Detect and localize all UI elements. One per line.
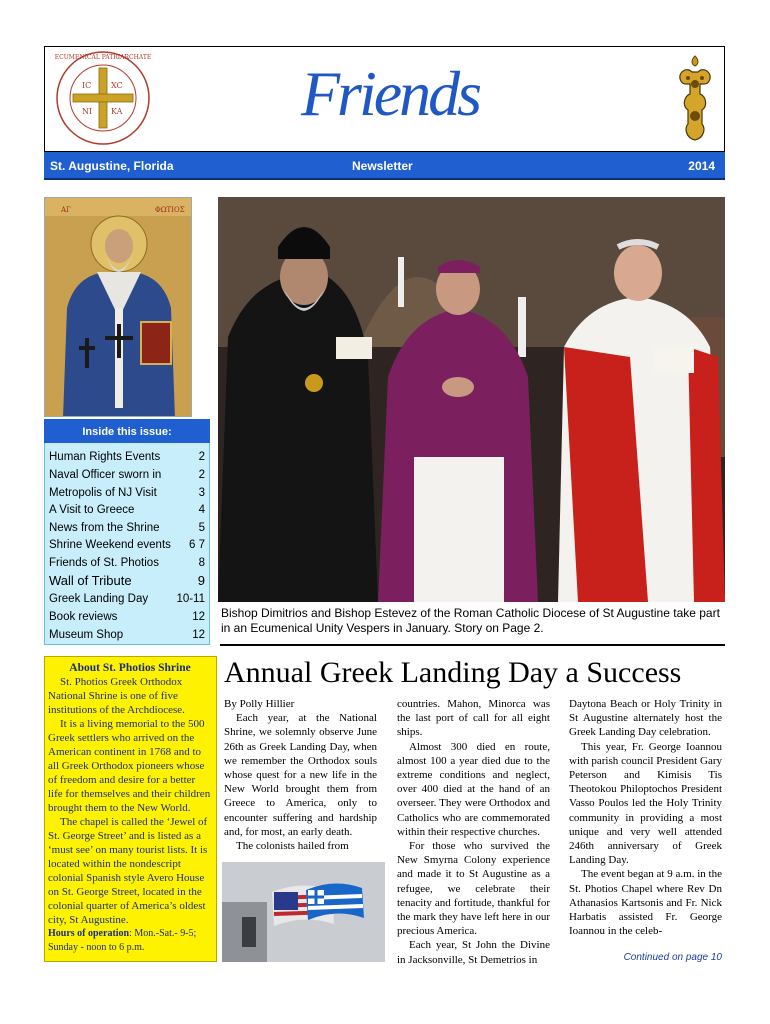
article-column-2 [397, 697, 550, 967]
caption-divider [220, 644, 725, 646]
about-shrine-text [48, 661, 212, 955]
article-column-1 [224, 697, 377, 853]
article-paragraph: The colonists hailed from [236, 840, 349, 853]
toc-item[interactable]: Naval Officer sworn in 2 [49, 469, 205, 481]
article-headline: Annual Greek Landing Day a Success [224, 656, 682, 689]
article-paragraph: Each year, St John the Divine in Jacksonville, St Demetrios in [397, 939, 550, 966]
seal-ic: IC [82, 81, 92, 90]
inside-issue-heading: Inside this issue: [44, 419, 210, 443]
article-paragraph: Each year, at the National Shrine, we solemnly observe June 26th as Greek Landing Day, when we remember the Orthodox souls whose quest for a new life in the New World brought them from Greece to America, only to encounter suffering and hardship and, for most, an early death. [224, 712, 377, 838]
article-paragraph: This year, Fr. George Ioannou with parish council President Gary Peterson and Kimisis Tis Theotokou Philoptochos President Vasso Poulos led the Holy Trinity community in providing a most unique and very well attended 246th anniversary of Greek Landing Day. [569, 740, 722, 867]
toc-item[interactable]: Friends of St. Photios 8 [49, 557, 205, 569]
svg-text:ΑΓ: ΑΓ [61, 206, 71, 214]
location-label: St. Augustine, Florida [50, 159, 174, 173]
publication-label: Newsletter [352, 159, 413, 173]
article-paragraph: countries. Mahon, Minorca was the last port of call for all eight ships. [397, 698, 550, 739]
article-column-3 [569, 697, 722, 938]
article-paragraph: For those who survived the New Smyrna Colony experience and made it to St Augustine as a refugee, we celebrate their tenacity and fortitude, thankful for the mark they have left here in our precious America. [397, 840, 550, 938]
saint-photios-icon-image [44, 197, 192, 417]
seal-ni: NI [82, 107, 93, 116]
toc-item[interactable]: News from the Shrine 5 [49, 522, 205, 534]
ornate-cross-icon [674, 54, 716, 142]
about-p3: The chapel is called the ‘Jewel of St. George Street’ and is listed as a ‘must see’ on many tourist lists. It is located within the nondescript colonial Spanish style Avero House on St. George Street, located in the colonial quarter of America’s oldest city, St Augustine. [48, 816, 208, 926]
hours-label: Hours of operation [48, 928, 130, 939]
toc-item[interactable]: Shrine Weekend events 6 7 [49, 539, 205, 551]
article-paragraph: Daytona Beach or Holy Trinity in St Augustine alternately host the Greek Landing Day celebration. [569, 698, 722, 739]
toc-item[interactable]: Greek Landing Day 10-11 [49, 593, 205, 605]
hours-value: : Mon.-Sat.- 9-5; Sunday - noon to 6 p.m. [48, 928, 197, 953]
article-byline: By Polly Hillier [224, 698, 295, 710]
patriarchate-seal-icon [52, 50, 154, 146]
photo-caption: Bishop Dimitrios and Bishop Estevez of the Roman Catholic Diocese of St Augustine take part in an Ecumenical Unity Vespers in January. Story on Page 2. [221, 606, 720, 635]
article-paragraph: The event began at 9 a.m. in the St. Photios Chapel where Rev Dn Athanasios Kartsonis and Fr. Nick Harbatis assisted Fr. George Ioannou in the celeb- [569, 868, 722, 938]
year-label: 2014 [688, 159, 715, 173]
about-heading: About St. Photios Shrine [69, 662, 191, 674]
continued-link[interactable]: Continued on page 10 [623, 952, 722, 963]
toc-item[interactable]: Human Rights Events 2 [49, 451, 205, 463]
svg-text:ECUMENICAL PATRIARCHATE: ECUMENICAL PATRIARCHATE [54, 54, 152, 61]
article-paragraph: Almost 300 died en route, almost 100 a year died due to the extreme conditions and neglect, over 400 died at the hand of an overseer. They were Orthodox and Catholics who are commemorated within their respective churches. [397, 740, 550, 838]
masthead-info-bar [44, 152, 725, 180]
svg-text:ΦΩΤΙΟΣ: ΦΩΤΙΟΣ [155, 206, 185, 214]
about-p1: St. Photios Greek Orthodox National Shrine is one of five institutions of the Archdiocese. [48, 676, 185, 716]
seal-ka: KA [111, 107, 123, 116]
toc-item[interactable]: Museum Shop 12 [49, 629, 205, 641]
newsletter-title: Friends [300, 58, 480, 129]
flags-photo [222, 862, 385, 962]
vespers-photo [218, 197, 725, 602]
about-p2: It is a living memorial to the 500 Greek settlers who arrived on the American continent in 1768 and to all Greek Orthodox pioneers whose of freedom and desire for a better life for themselves and their children brought them to the New World. [48, 718, 211, 814]
toc-item[interactable]: Wall of Tribute 9 [49, 573, 205, 588]
toc-item[interactable]: Metropolis of NJ Visit 3 [49, 487, 205, 499]
toc-item[interactable]: A Visit to Greece 4 [49, 504, 205, 516]
toc-item[interactable]: Book reviews 12 [49, 611, 205, 623]
seal-xc: XC [111, 81, 123, 90]
